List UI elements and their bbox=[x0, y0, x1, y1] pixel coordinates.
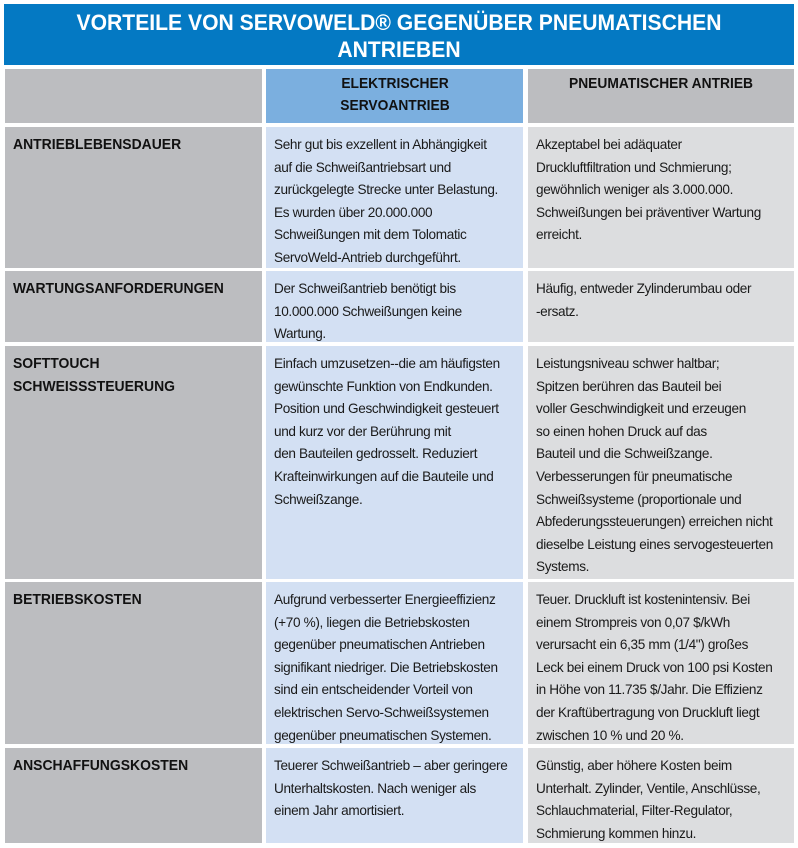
table-cell-pneumatic-drive-life: Akzeptabel bei adäquater Druckluftfiltration und Schmierung; gewöhnlich weniger als 3.000.000. Schweißungen bei präventiver Wartung erreicht. bbox=[528, 127, 794, 268]
table-cell-pneumatic-operating-costs: Teuer. Druckluft ist kostenintensiv. Bei einem Strompreis von 0,07 $/kWh verursacht ein 6,35 mm (1/4") großes Leck bei einem Druck von 100 psi Kosten in Höhe von 11.735 $/Jahr. Die Effizienz der Kraftübertragung von Druckluft liegt zwischen 10 % und 20 %. bbox=[528, 582, 794, 744]
header-electric-text: ELEKTRISCHER SERVOANTRIEB bbox=[339, 75, 450, 114]
row-label-text: BETRIEBSKOSTEN bbox=[13, 591, 142, 608]
table-cell-pneumatic-softtouch: Leistungsniveau schwer haltbar; Spitzen berühren das Bauteil bei voller Geschwindigkeit und erzeugen so einen hohen Druck auf das Bauteil und die Schweißzange. Verbesserungen für pneumatische Schweißsysteme (proportionale und Abfederungssteuerungen) erreichen nicht dieselbe Leistung eines servogesteuerten Systems. bbox=[528, 346, 794, 579]
row-label-text: SOFTTOUCH SCHWEISSSTEUERUNG bbox=[13, 355, 175, 395]
row-label-text: ANSCHAFFUNGSKOSTEN bbox=[13, 757, 189, 774]
table-cell-electric-softtouch: Einfach umzusetzen--die am häufigsten gewünschte Funktion von Endkunden. Position und Geschwindigkeit gesteuert und kurz vor der Berührung mit den Bauteilen gedrosselt. Reduziert Krafteinwirkungen auf die Bauteile und Schweißzange. bbox=[266, 346, 523, 579]
header-cell-pneumatic bbox=[528, 69, 794, 123]
row-label-text: WARTUNGSANFORDERUNGEN bbox=[13, 280, 224, 297]
header-pneumatic-text: PNEUMATISCHER ANTRIEB bbox=[568, 75, 753, 92]
table-row-label-operating-costs bbox=[5, 582, 262, 744]
table-cell-pneumatic-acquisition-costs: Günstig, aber höhere Kosten beim Unterhalt. Zylinder, Ventile, Anschlüsse, Schlauchmaterial, Filter-Regulator, Schmierung kommen hinzu. bbox=[528, 748, 794, 843]
table-row-label-softtouch bbox=[5, 346, 262, 579]
table-cell-electric-acquisition-costs: Teuerer Schweißantrieb – aber geringere Unterhaltskosten. Nach weniger als einem Jahr amortisiert. bbox=[266, 748, 523, 843]
table-row-label-drive-life bbox=[5, 127, 262, 268]
table-title bbox=[4, 4, 794, 65]
table-cell-electric-drive-life: Sehr gut bis exzellent in Abhängigkeit auf die Schweißantriebsart und zurückgelegte Strecke unter Belastung. Es wurden über 20.000.000 Schweißungen mit dem Tolomatic ServoWeld-Antrieb durchgeführt. bbox=[266, 127, 523, 268]
table-row-label-acquisition-costs bbox=[5, 748, 262, 843]
table-title-text: VORTEILE VON SERVOWELD® GEGENÜBER PNEUMATISCHEN ANTRIEBEN bbox=[76, 9, 722, 62]
table-cell-pneumatic-maintenance: Häufig, entweder Zylinderumbau oder -ersatz. bbox=[528, 271, 794, 342]
header-cell-electric bbox=[266, 69, 523, 123]
header-cell-label bbox=[5, 69, 262, 123]
table-row-label-maintenance bbox=[5, 271, 262, 342]
row-label-text: ANTRIEBLEBENSDAUER bbox=[13, 136, 182, 153]
table-cell-electric-operating-costs: Aufgrund verbesserter Energieeffizienz (+70 %), liegen die Betriebskosten gegenüber pneumatischen Antrieben signifikant niedriger. Die Betriebskosten sind ein entscheidender Vorteil von elektrischen Servo-Schweißsystemen gegenüber pneumatischen Systemen. bbox=[266, 582, 523, 744]
table-cell-electric-maintenance: Der Schweißantrieb benötigt bis 10.000.000 Schweißungen keine Wartung. bbox=[266, 271, 523, 342]
